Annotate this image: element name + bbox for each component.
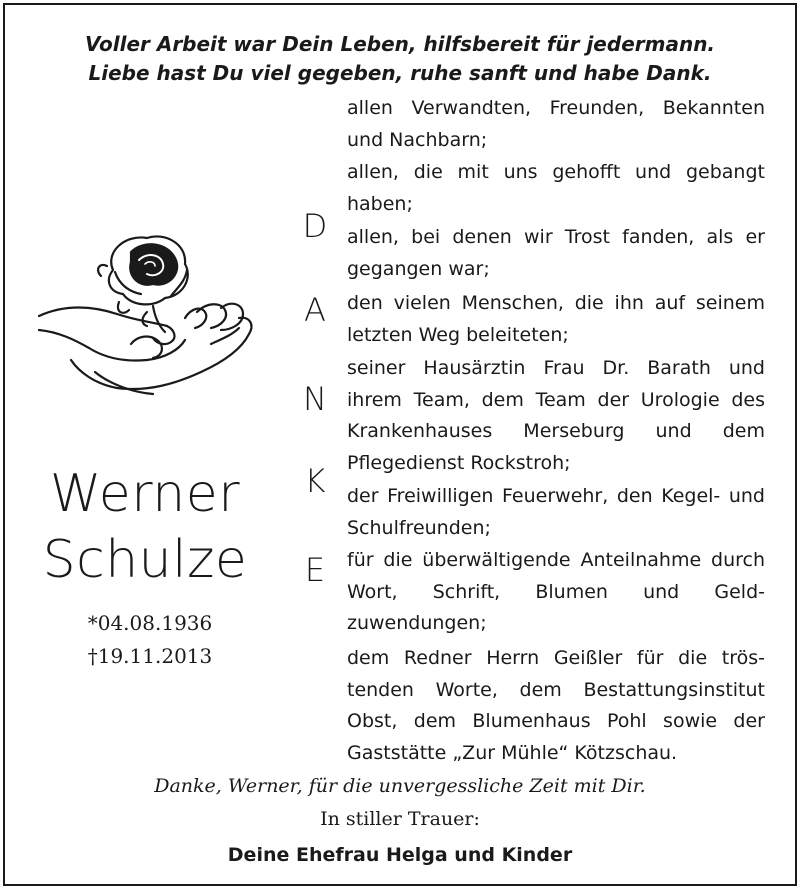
thanks-item: dem Redner Herrn Geißler für die trös- tenden Worte, dem Bestattungsinstitut Obst, dem Blumenhaus Pohl sowie der Gaststätte „Zur Mühle“ Kötzschau. xyxy=(347,647,765,765)
thanks-item: den vielen Menschen, die ihn auf seinem letzten Weg beleiteten; xyxy=(347,292,765,346)
thanks-item: allen Verwandten, Freunden, Bekannten und Nachbarn; xyxy=(347,97,765,151)
motto-line-2: Liebe hast Du viel gegeben, ruhe sanft und habe Dank. xyxy=(88,61,712,85)
deceased-last-name: Schulze xyxy=(42,530,248,590)
thanks-item: allen, die mit uns gehofft und gebangt haben; xyxy=(347,161,765,215)
birth-date: *04.08.1936 xyxy=(87,611,213,635)
mourning-line: In stiller Trauer: xyxy=(320,808,480,830)
danke-letter-k: K xyxy=(304,462,326,500)
thanks-item: allen, bei denen wir Trost fanden, als er gegangen war; xyxy=(347,226,765,280)
thanks-item: der Freiwilligen Feuerwehr, den Kegel- und Schulfreunden; xyxy=(347,485,765,539)
deceased-first-name: Werner xyxy=(49,464,241,524)
danke-letter-d: D xyxy=(302,207,328,245)
motto-line-1: Voller Arbeit war Dein Leben, hilfsbereit für jedermann. xyxy=(84,32,716,56)
death-date: †19.11.2013 xyxy=(87,644,213,668)
thanks-item: für die überwältigende Anteilnahme durch Wort, Schrift, Blumen und Geld- zuwendungen; xyxy=(347,549,765,635)
closing-line: Danke, Werner, für die unvergessliche Zeit mit Dir. xyxy=(154,775,646,797)
danke-letter-a: A xyxy=(304,291,326,329)
rose-in-hands-icon xyxy=(35,222,265,408)
danke-letter-e: E xyxy=(304,551,326,589)
family-signature: Deine Ehefrau Helga und Kinder xyxy=(227,844,573,866)
danke-letter-n: N xyxy=(303,380,327,418)
thanks-item: seiner Hausärztin Frau Dr. Barath und ihrem Team, dem Team der Urologie des Krankenhauses Merseburg und dem Pflegedienst Rockstroh; xyxy=(347,357,765,475)
